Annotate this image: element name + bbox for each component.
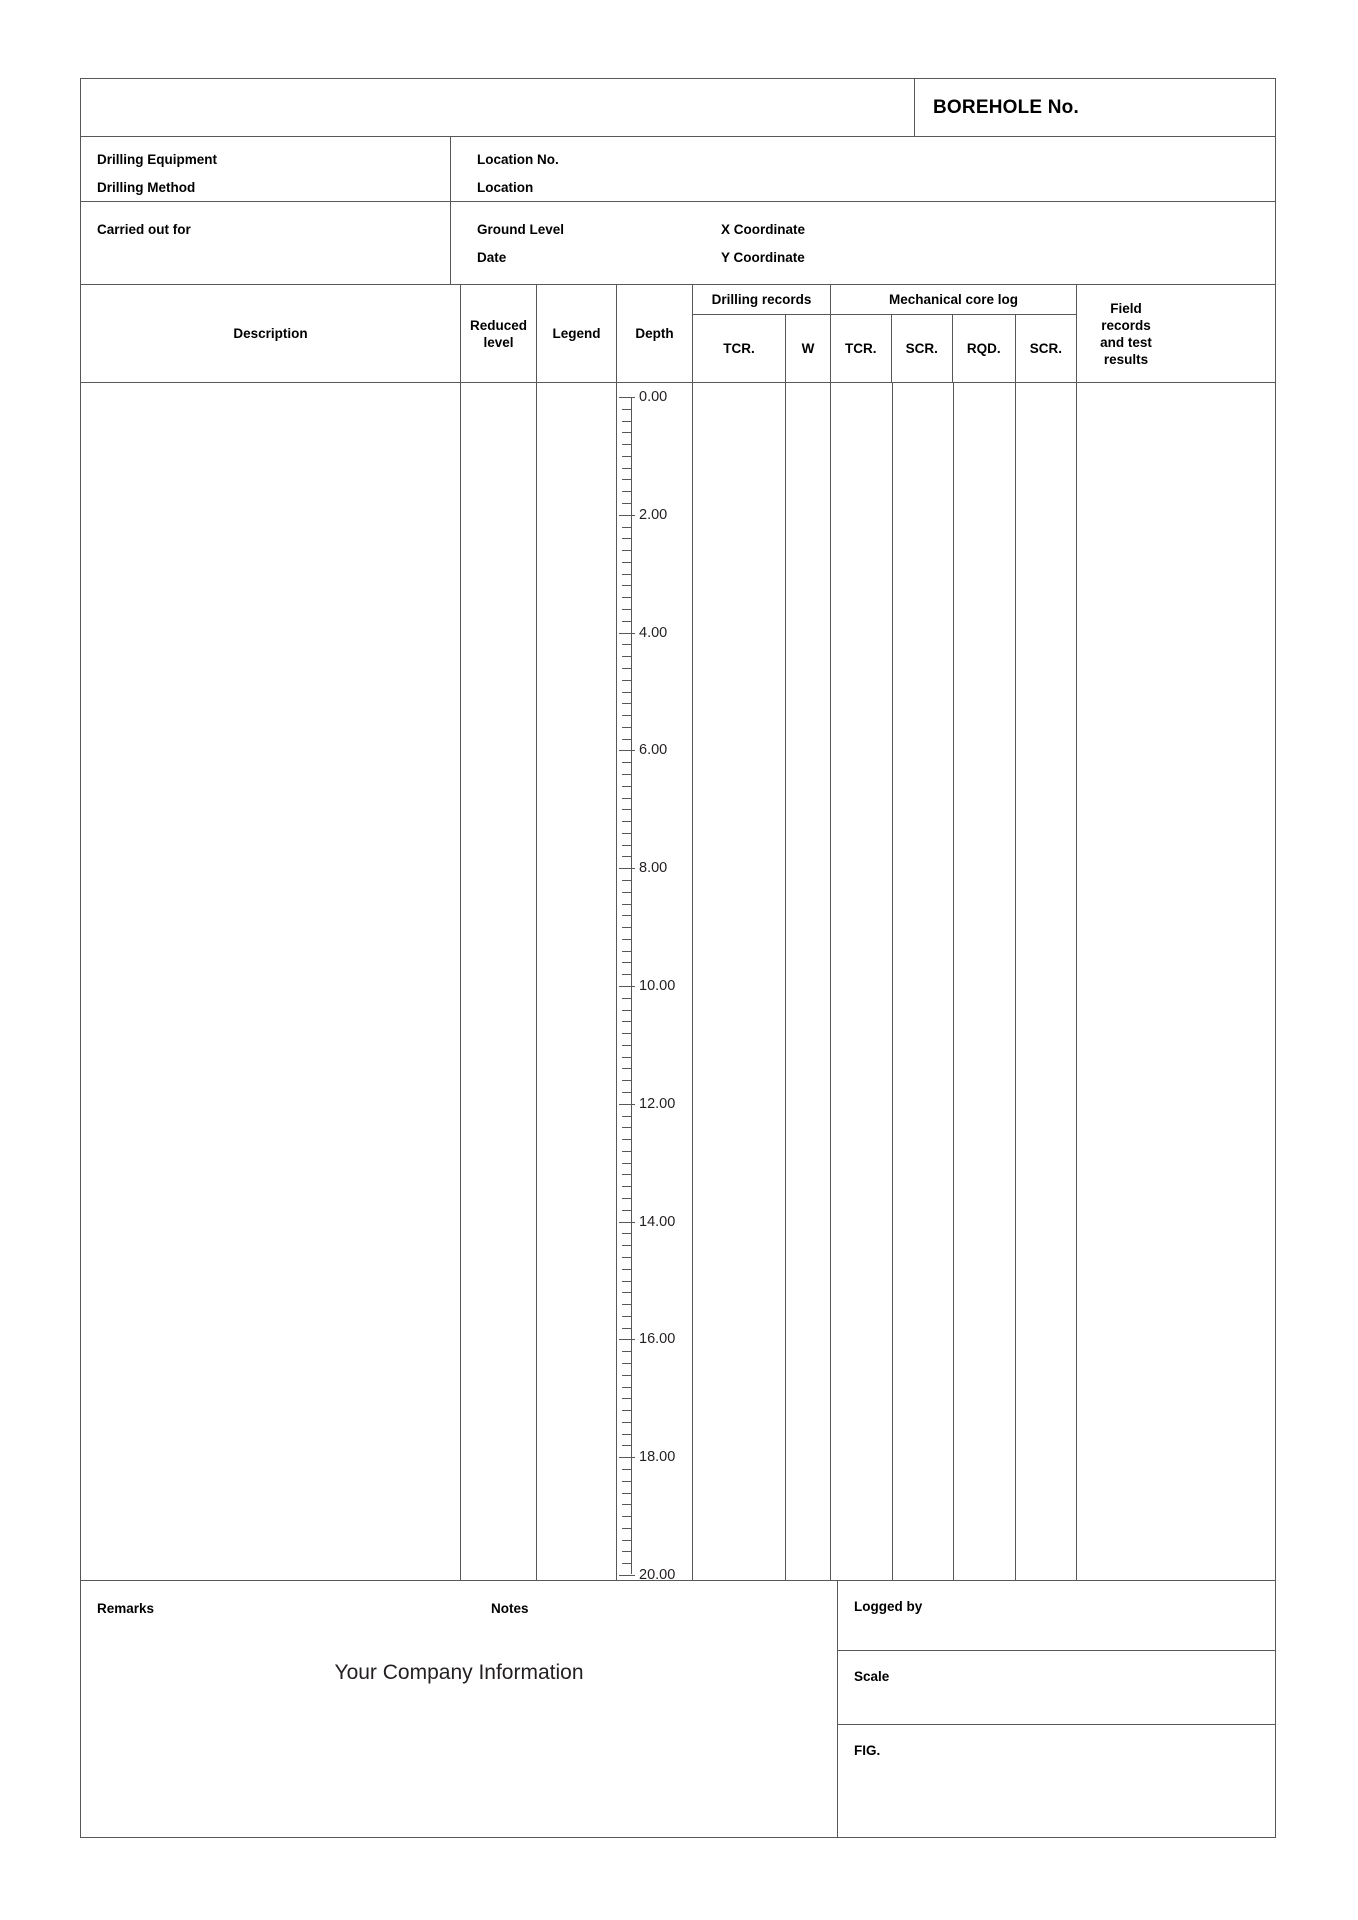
depth-tick-minor [622,1021,632,1022]
field-records-line1: Field [1110,300,1142,316]
depth-tick-minor [622,774,632,775]
depth-tick-minor [622,1422,632,1423]
depth-tick-minor [622,1363,632,1364]
column-header-description [81,285,461,382]
depth-tick-minor [622,1045,632,1046]
depth-tick-minor [622,1174,632,1175]
body-column-mcl-rqd[interactable] [954,383,1016,1580]
location-no-label: Location No. [477,152,559,167]
depth-tick-minor [622,1493,632,1494]
depth-tick-major [619,986,635,987]
depth-tick-minor [622,1445,632,1446]
fig-label: FIG. [854,1743,881,1758]
depth-tick-minor [622,974,632,975]
body-column-mechanical-core-log[interactable] [831,383,1077,1580]
reduced-level-line2: level [483,334,514,350]
depth-tick-minor [622,668,632,669]
location-label: Location [477,180,534,195]
depth-tick-minor [622,1163,632,1164]
depth-tick-minor [622,1233,632,1234]
depth-tick-label: 10.00 [639,977,676,994]
depth-tick-minor [622,644,632,645]
depth-tick-minor [622,1316,632,1317]
depth-tick-minor [622,421,632,422]
depth-tick-minor [622,1387,632,1388]
depth-tick-minor [622,762,632,763]
depth-tick-minor [622,1010,632,1011]
column-header-dr-w: W [801,341,815,356]
footer-meta-column [838,1581,1275,1837]
depth-tick-minor [622,1351,632,1352]
depth-tick-minor [622,1551,632,1552]
depth-tick-minor [622,1033,632,1034]
body-column-reduced-level[interactable] [461,383,537,1580]
footer-row [81,1581,1275,1837]
column-group-drilling-records-title: Drilling records [693,285,830,315]
body-column-mcl-scr-2[interactable] [1016,383,1077,1580]
depth-tick-minor [622,585,632,586]
ground-level-label: Ground Level [477,222,565,237]
body-column-description[interactable] [81,383,461,1580]
column-header-depth [617,285,693,382]
depth-tick-minor [622,1245,632,1246]
scale-label: Scale [854,1669,890,1684]
borehole-no-cell[interactable] [915,79,1275,136]
reduced-level-line1: Reduced [469,317,527,333]
depth-tick-minor [622,503,632,504]
depth-tick-minor [622,432,632,433]
depth-tick-minor [622,1057,632,1058]
depth-tick-label: 14.00 [639,1213,676,1230]
depth-tick-minor [622,479,632,480]
depth-tick-minor [622,1292,632,1293]
drilling-method-label: Drilling Method [97,180,196,195]
title-row [81,79,1275,137]
depth-tick-minor [622,1257,632,1258]
depth-tick-minor [622,1080,632,1081]
depth-tick-minor [622,1528,632,1529]
depth-tick-minor [622,1540,632,1541]
body-column-dr-w[interactable] [786,383,830,1580]
column-header-mcl-scr-2: SCR. [1029,341,1062,356]
column-header-legend-text: Legend [552,326,601,341]
depth-tick-minor [622,1068,632,1069]
depth-tick-label: 12.00 [639,1095,676,1112]
depth-tick-minor [622,880,632,881]
date-label: Date [477,250,507,265]
logged-by-cell[interactable] [838,1581,1275,1651]
depth-tick-minor [622,609,632,610]
company-logo-area [81,79,915,136]
depth-tick-major [619,1575,635,1576]
column-group-drilling-records [693,285,831,382]
depth-tick-minor [622,538,632,539]
depth-tick-minor [622,915,632,916]
depth-tick-minor [622,739,632,740]
depth-tick-major [619,750,635,751]
remarks-notes-cell[interactable] [81,1581,838,1837]
ground-level-coordinates-cell[interactable] [451,202,1275,284]
remarks-label: Remarks [97,1601,155,1616]
depth-tick-minor [622,715,632,716]
logged-by-label: Logged by [854,1599,923,1614]
body-column-dr-tcr[interactable] [693,383,786,1580]
column-header-field-records-text [1100,300,1152,368]
column-header-reduced-level-text [470,317,527,351]
depth-tick-minor [622,1269,632,1270]
depth-tick-label: 0.00 [639,388,668,405]
depth-tick-minor [622,656,632,657]
column-header-mcl-tcr: TCR. [831,315,892,382]
scale-cell[interactable] [838,1651,1275,1725]
depth-tick-minor [622,409,632,410]
borehole-no-label: BOREHOLE No. [933,96,1079,118]
depth-tick-minor [622,1504,632,1505]
depth-tick-minor [622,798,632,799]
depth-tick-label: 4.00 [639,624,668,641]
depth-tick-label: 16.00 [639,1331,676,1348]
depth-tick-minor [622,1375,632,1376]
body-column-mcl-scr-1[interactable] [893,383,955,1580]
drilling-info-row [81,137,1275,202]
depth-tick-minor [622,562,632,563]
depth-tick-minor [622,892,632,893]
depth-tick-minor [622,951,632,952]
depth-tick-label: 18.00 [639,1448,676,1465]
depth-tick-minor [622,904,632,905]
depth-tick-minor [622,786,632,787]
column-header-row [81,285,1275,383]
depth-tick-minor [622,1281,632,1282]
depth-tick-label: 6.00 [639,742,668,759]
depth-tick-minor [622,821,632,822]
depth-tick-minor [622,1398,632,1399]
column-group-mechanical-core-log [831,285,1077,382]
drilling-equipment-label: Drilling Equipment [97,152,217,167]
depth-tick-minor [622,809,632,810]
depth-tick-minor [622,1116,632,1117]
depth-tick-minor [622,727,632,728]
depth-tick-minor [622,621,632,622]
depth-tick-label: 2.00 [639,506,668,523]
column-group-mechanical-core-log-title: Mechanical core log [831,285,1076,315]
depth-tick-major [619,633,635,634]
log-body-row [81,383,1275,1581]
depth-tick-minor [622,962,632,963]
fig-cell[interactable] [838,1725,1275,1837]
coordinates-group [721,216,805,272]
column-header-description-text: Description [233,326,308,341]
depth-tick-minor [622,680,632,681]
column-group-drilling-records-subs [693,315,830,382]
depth-tick-major [619,868,635,869]
company-information-text: Your Company Information [334,1661,584,1684]
body-column-field-records[interactable] [1077,383,1175,1580]
depth-tick-minor [622,574,632,575]
depth-tick-minor [622,692,632,693]
client-info-row [81,202,1275,285]
field-records-line4: results [1103,351,1149,367]
column-header-field-records [1077,285,1175,382]
depth-tick-minor [622,845,632,846]
depth-tick-minor [622,1328,632,1329]
depth-tick-minor [622,1304,632,1305]
depth-tick-major [619,1104,635,1105]
column-header-dr-tcr: TCR. [693,315,786,382]
depth-tick-minor [622,1198,632,1199]
depth-tick-minor [622,1092,632,1093]
borehole-log-form [80,78,1276,1838]
depth-tick-minor [622,939,632,940]
depth-tick-minor [622,998,632,999]
depth-tick-minor [622,1151,632,1152]
depth-tick-minor [622,468,632,469]
body-column-mcl-tcr[interactable] [831,383,893,1580]
depth-tick-minor [622,1127,632,1128]
depth-tick-minor [622,1139,632,1140]
body-column-drilling-records[interactable] [693,383,831,1580]
location-cell[interactable] [451,137,1275,201]
column-header-mcl-rqd: RQD. [953,315,1016,382]
depth-tick-minor [622,1186,632,1187]
carried-out-for-label: Carried out for [97,222,191,237]
field-records-line3: and test [1100,334,1152,350]
column-header-mcl-scr-1: SCR. [892,315,953,382]
depth-tick-minor [622,550,632,551]
depth-tick-minor [622,527,632,528]
depth-tick-major [619,515,635,516]
depth-tick-minor [622,1410,632,1411]
depth-tick-label: 20.00 [639,1566,676,1580]
depth-tick-major [619,397,635,398]
carried-out-for-cell[interactable] [81,202,451,284]
column-header-legend [537,285,617,382]
column-header-depth-text: Depth [635,326,674,341]
depth-tick-minor [622,597,632,598]
depth-tick-minor [622,1210,632,1211]
depth-tick-major [619,1222,635,1223]
depth-tick-minor [622,927,632,928]
y-coordinate-label: Y Coordinate [721,250,805,265]
x-coordinate-label: X Coordinate [721,222,806,237]
depth-tick-minor [622,703,632,704]
column-header-reduced-level [461,285,537,382]
depth-tick-minor [622,1469,632,1470]
depth-tick-minor [622,444,632,445]
depth-tick-label: 8.00 [639,859,668,876]
field-records-line2: records [1101,317,1151,333]
column-group-mechanical-core-log-subs [831,315,1076,382]
body-column-legend[interactable] [537,383,617,1580]
depth-tick-major [619,1457,635,1458]
depth-tick-minor [622,1481,632,1482]
depth-tick-minor [622,856,632,857]
notes-label: Notes [491,1601,529,1616]
depth-tick-minor [622,1563,632,1564]
drilling-equipment-cell[interactable] [81,137,451,201]
depth-tick-minor [622,1516,632,1517]
depth-tick-minor [622,1434,632,1435]
depth-scale-ruler [617,383,693,1580]
depth-tick-minor [622,456,632,457]
depth-tick-minor [622,833,632,834]
depth-tick-major [619,1339,635,1340]
depth-tick-minor [622,491,632,492]
